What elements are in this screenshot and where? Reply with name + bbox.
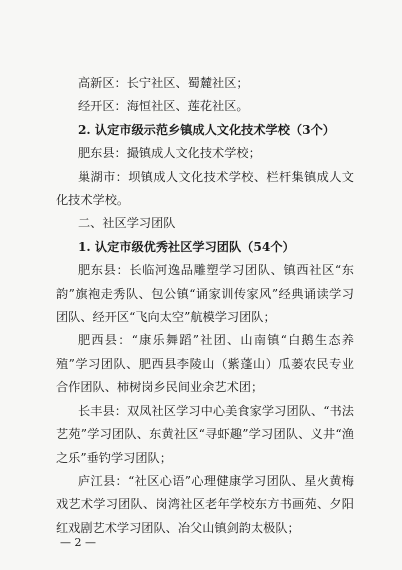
paragraph-gaoxin: 高新区：长宁社区、蜀麓社区； bbox=[77, 76, 249, 90]
paragraph-chaohu-school: 巢湖市：坝镇成人文化技术学校、栏杆集镇成人文化技术学校。 bbox=[56, 169, 354, 208]
paragraph-feixi-teams: 肥西县：“康乐舞蹈”社团、山南镇“白鹅生态养殖”学习团队、肥西县李陵山（紫蓬山）瓜蒌农民专业合作团队、柿树岗乡民间业余艺术团； bbox=[56, 333, 354, 395]
paragraph-jingkai: 经开区：海恒社区、莲花社区。 bbox=[77, 99, 249, 114]
subheading-demo-schools: 2. 认定市级示范乡镇成人文化技术学校（3个） bbox=[77, 122, 335, 137]
paragraph-lujiang-teams: 庐江县：“社区心语”心理健康学习团队、星火黄梅戏艺术学习团队、岗湾社区老年学校东方书画苑、夕阳红戏剧艺术学习团队、冶父山镇剑韵太极队； bbox=[56, 473, 354, 535]
paragraph-feidong-teams: 肥东县：长临河逸品雕塑学习团队、镇西社区“东韵”旗袍走秀队、包公镇“诵家训传家风”经典诵读学习团队、经开区“飞向太空”航模学习团队； bbox=[56, 263, 354, 325]
subheading-excellent-teams: 1. 认定市级优秀社区学习团队（54个） bbox=[77, 239, 295, 254]
paragraph-changfeng-teams: 长丰县：双凤社区学习中心美食家学习团队、“书法艺苑”学习团队、东黄社区“寻虾趣”学习团队、义井“渔之乐”垂钓学习团队； bbox=[56, 403, 354, 465]
page-number: — 2 — bbox=[60, 536, 96, 549]
section-heading-learning-teams: 二、社区学习团队 bbox=[77, 216, 176, 231]
paragraph-feidong-school: 肥东县：撮镇成人文化技术学校； bbox=[77, 146, 261, 161]
